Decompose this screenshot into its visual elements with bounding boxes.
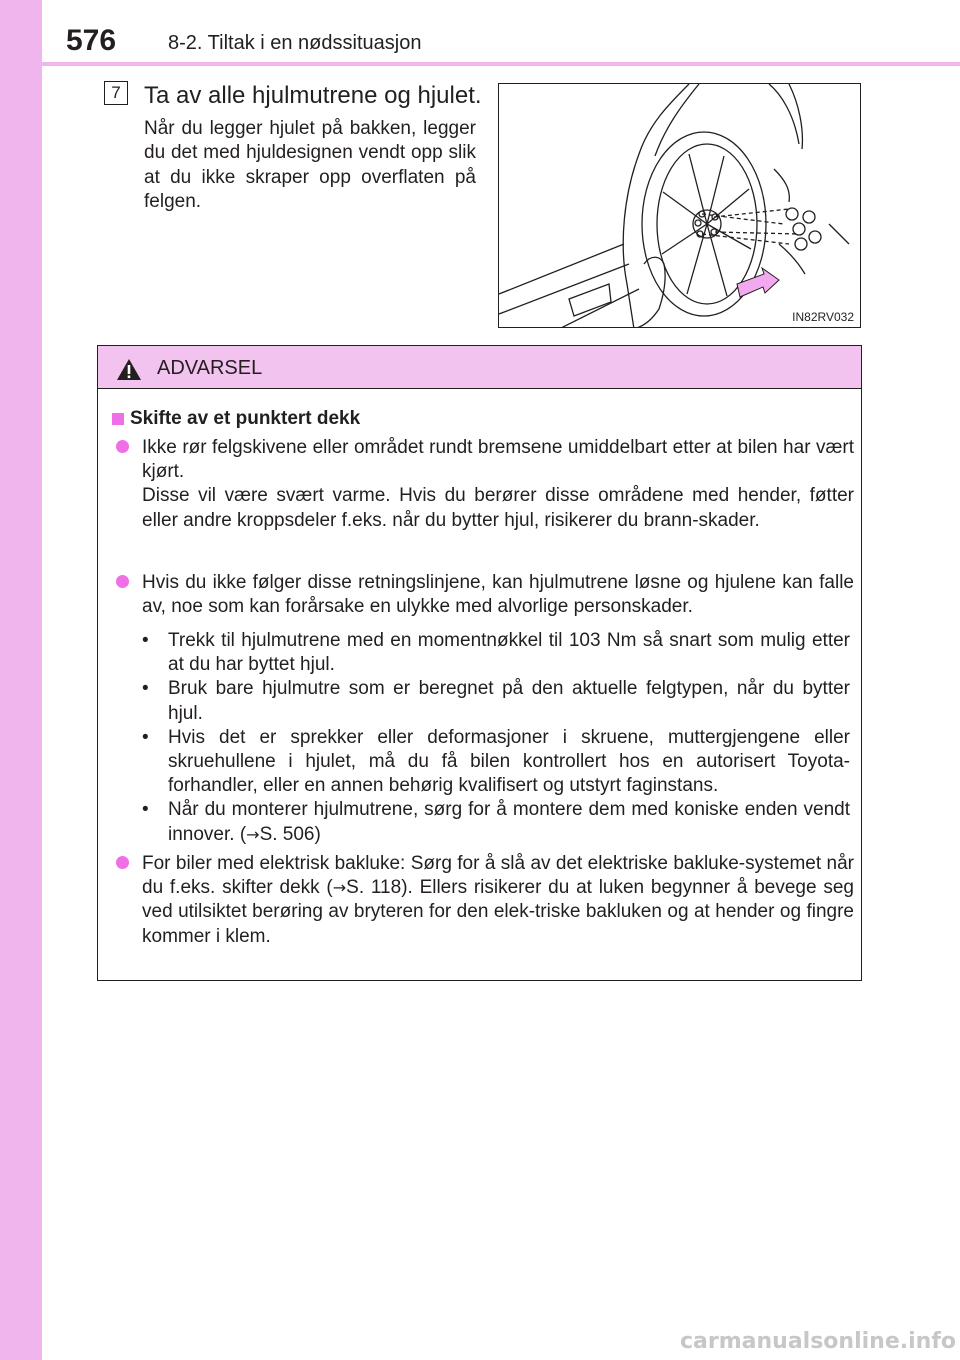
- sub-bullet-marker: •: [142, 678, 149, 700]
- warning-subheading-text: Skifte av et punktert dekk: [130, 408, 361, 429]
- page-reference[interactable]: S. 118: [346, 877, 402, 899]
- bullet-text: [142, 852, 854, 949]
- page-reference[interactable]: S. 506: [259, 823, 315, 845]
- sub-item-text: Trekk til hjulmutrene med en momentnøkkel til 103 Nm så snart som mulig etter at du har byttet hjul.: [168, 630, 850, 676]
- page-ref-arrow-icon: →: [246, 824, 260, 844]
- round-bullet-icon: [116, 856, 129, 869]
- round-bullet-icon: [116, 440, 129, 453]
- header-band: [0, 0, 960, 62]
- sub-item-text: Bruk bare hjulmutre som er beregnet på den aktuelle felgtypen, når du bytter hjul.: [168, 678, 850, 724]
- sub-list-item: [128, 677, 850, 725]
- wheel-removal-illustration: [498, 83, 861, 328]
- sub-item-text-end: ): [314, 823, 321, 845]
- sub-bullet-marker: •: [142, 630, 149, 651]
- page-number: 576: [66, 24, 117, 57]
- warning-subheading: [112, 408, 360, 430]
- step-title: Ta av alle hjulmutrene og hjulet.: [144, 82, 482, 109]
- sub-list-item: [128, 798, 850, 846]
- sub-item-text: Når du monterer hjulmutrene, sørg for å montere dem med koniske enden vendt innover. (: [168, 799, 850, 845]
- warning-sub-list: [128, 629, 850, 847]
- sub-bullet-marker: •: [142, 799, 149, 821]
- side-color-bar: [0, 0, 42, 1360]
- bullet-text: Ikke rør felgskivene eller området rundt bremsene umiddelbart etter at bilen har vært kjørt.: [142, 437, 854, 483]
- warning-label: ADVARSEL: [157, 357, 263, 379]
- wheel-illustration-drawing: [499, 84, 861, 328]
- round-bullet-icon: [116, 575, 129, 588]
- header-rule: [42, 62, 960, 66]
- warning-box: [97, 345, 862, 981]
- bullet-text-end: ). Ellers risikerer du at luken begynner å bevege seg ved utilsiktet berøring av bryteren for den elek-triske bakluken og at hender og fingre kommer i klem.: [142, 877, 854, 947]
- warning-triangle-icon: [116, 358, 142, 381]
- sub-item-text: Hvis det er sprekker eller deformasjoner i skruene, muttergjengene eller skruehullene i hjulet, må du få bilen kontrollert hos en autorisert Toyota-forhandler, eller en annen behørig kvalifisert og utstyrt faginstans.: [168, 726, 850, 797]
- sub-list-item: [128, 726, 850, 799]
- bullet-text: Hvis du ikke følger disse retningslinjene, kan hjulmutrene løsne og hjulene kan falle av, noe som kan forårsake en ulykke med alvorlige personskader.: [142, 572, 854, 618]
- sub-list-item: [128, 629, 850, 677]
- step-number-box: 7: [104, 81, 128, 105]
- sub-bullet-marker: •: [142, 726, 149, 748]
- page-ref-arrow-icon: →: [332, 878, 347, 898]
- warning-header: [98, 346, 861, 389]
- watermark: carmanualsonline.info: [680, 1329, 956, 1354]
- bullet-text: Disse vil være svært varme. Hvis du berører disse områdene med hender, føtter eller andre kroppsdeler f.eks. når du bytter hjul, risikerer du brann-skader.: [142, 485, 854, 531]
- section-title: 8-2. Tiltak i en nødssituasjon: [168, 32, 422, 54]
- step-body: Når du legger hjulet på bakken, legger du det med hjuldesignen vendt opp slik at du ikke skraper opp overflaten på felgen.: [144, 118, 476, 213]
- square-bullet-icon: [112, 413, 124, 425]
- figure-code: IN82RV032: [792, 310, 854, 324]
- bullet-text-start: For biler med elektrisk bakluke: Sørg for å slå av det elektriske bakluke-systemet når du f.eks. skifter dekk (: [142, 853, 854, 899]
